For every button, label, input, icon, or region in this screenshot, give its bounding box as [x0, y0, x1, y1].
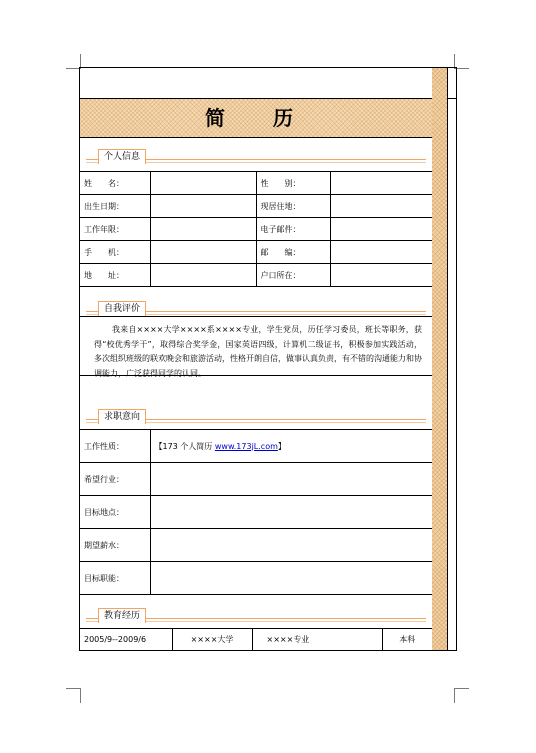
table-row — [80, 430, 432, 463]
table-row — [80, 529, 432, 562]
section-self-eval-tab: 自我评价 — [98, 301, 146, 316]
edu-school: ××××大学 — [172, 629, 252, 651]
side-rule — [448, 98, 456, 99]
table-row — [80, 195, 432, 218]
section-intention-tab: 求职意向 — [98, 409, 146, 424]
section-personal-header — [80, 138, 432, 168]
value-job-type[interactable] — [150, 430, 432, 463]
table-row — [80, 241, 432, 264]
self-evaluation-text: 我来自××××大学××××系××××专业，学生党员，历任学习委员，班长等职务，获得“校优秀学干”，取得综合奖学金，国家英语四级，计算机二级证书，积极参加实践活动，多次组织班级的联欢晚会和旅游活动，性格开朗自信，做事认真负责，有不错的沟通能力和协调能力，广泛获得同学的认同。 — [80, 316, 432, 376]
value-email[interactable] — [330, 218, 432, 241]
label-work-years: 工作年限： — [80, 218, 150, 241]
value-gender[interactable] — [330, 172, 432, 195]
label-postcode: 邮 编： — [256, 241, 330, 264]
label-gender: 性 别： — [256, 172, 330, 195]
label-salary: 期望薪水： — [80, 529, 150, 562]
label-mobile: 手 机： — [80, 241, 150, 264]
crop-mark-bottom-right — [454, 688, 469, 703]
table-row — [80, 629, 432, 651]
value-residence[interactable] — [330, 195, 432, 218]
value-name[interactable] — [150, 172, 256, 195]
value-hukou[interactable] — [330, 264, 432, 287]
job-type-suffix: 】 — [277, 441, 286, 451]
label-target-function: 目标职能： — [80, 562, 150, 595]
section-education-header — [80, 597, 432, 627]
value-birthdate[interactable] — [150, 195, 256, 218]
personal-info-table — [80, 171, 432, 287]
value-industry[interactable] — [150, 463, 432, 496]
section-personal-tab: 个人信息 — [98, 149, 146, 164]
job-type-prefix: 【173 个人简历 — [154, 441, 215, 451]
label-residence: 现居住地： — [256, 195, 330, 218]
label-hukou: 户口所在： — [256, 264, 330, 287]
value-target-location[interactable] — [150, 496, 432, 529]
value-postcode[interactable] — [330, 241, 432, 264]
label-job-type: 工作性质： — [80, 430, 150, 463]
value-target-function[interactable] — [150, 562, 432, 595]
label-name: 姓 名： — [80, 172, 150, 195]
side-margin-column — [448, 68, 456, 650]
edu-period: 2005/9--2009/6 — [80, 629, 172, 651]
label-birthdate: 出生日期： — [80, 195, 150, 218]
edu-major: ××××专业 — [252, 629, 382, 651]
resume-title: 简 历 — [80, 98, 432, 138]
table-row — [80, 172, 432, 195]
value-mobile[interactable] — [150, 241, 256, 264]
value-address[interactable] — [150, 264, 256, 287]
intention-table — [80, 429, 432, 595]
decorative-side-stripe — [432, 68, 448, 650]
education-table — [80, 628, 432, 651]
label-address: 地 址： — [80, 264, 150, 287]
value-salary[interactable] — [150, 529, 432, 562]
table-row — [80, 218, 432, 241]
edu-degree: 本科 — [382, 629, 432, 651]
label-target-location: 目标地点： — [80, 496, 150, 529]
value-work-years[interactable] — [150, 218, 256, 241]
section-education-tab: 教育经历 — [98, 608, 146, 623]
site-link[interactable]: www.173jL.com — [214, 441, 278, 451]
label-email: 电子邮件： — [256, 218, 330, 241]
resume-frame — [79, 67, 457, 651]
table-row — [80, 562, 432, 595]
crop-mark-bottom-left — [66, 688, 81, 703]
label-industry: 希望行业： — [80, 463, 150, 496]
section-intention-header — [80, 398, 432, 428]
table-row — [80, 496, 432, 529]
table-row — [80, 463, 432, 496]
resume-main — [80, 68, 433, 650]
table-row — [80, 264, 432, 287]
